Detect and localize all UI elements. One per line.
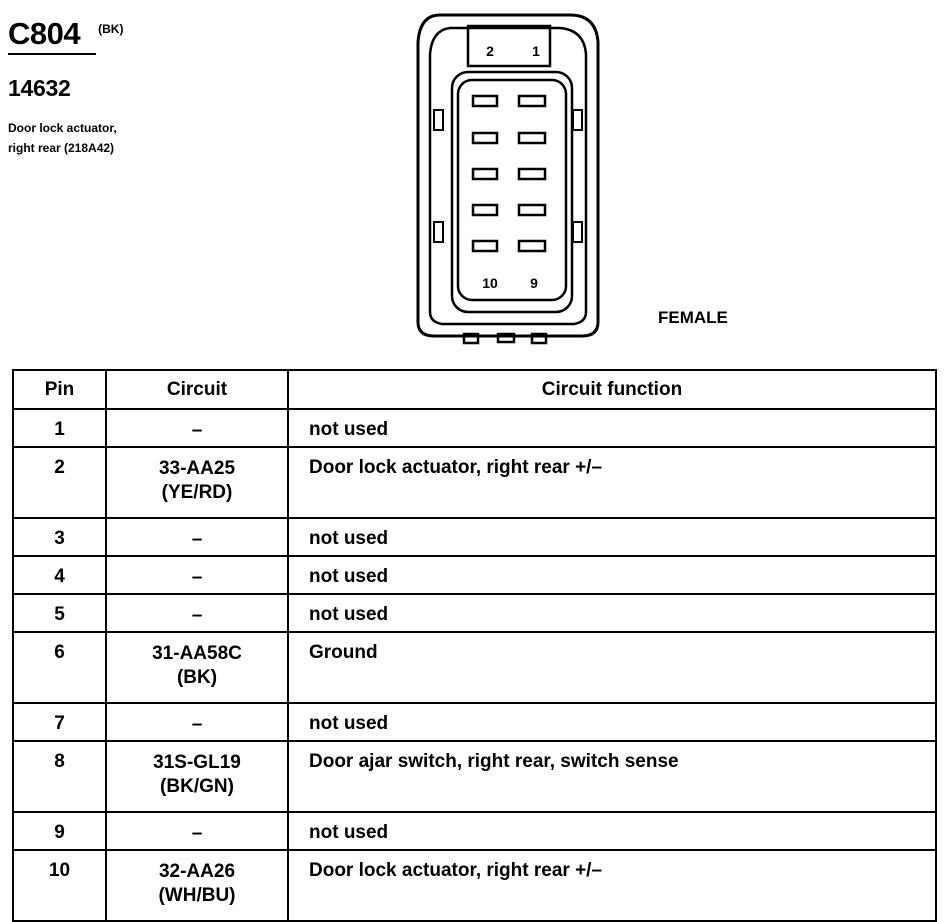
pin-number: 3 [13, 518, 106, 556]
connector-description [8, 118, 208, 158]
pin-label-2: 2 [486, 43, 494, 59]
table-row [13, 518, 936, 556]
pin-number: 2 [13, 447, 106, 518]
pin-label-1: 1 [532, 43, 540, 59]
circuit-function: not used [288, 556, 936, 594]
pin-number: 4 [13, 556, 106, 594]
circuit-cell [106, 594, 288, 632]
side-latch-right-top [573, 110, 582, 130]
circuit-cell [106, 703, 288, 741]
circuit-id: – [191, 605, 203, 626]
wire-color: (YE/RD) [161, 482, 233, 503]
circuit-function: not used [288, 518, 936, 556]
pin-number: 6 [13, 632, 106, 703]
circuit-cell [106, 632, 288, 703]
pin-number: 7 [13, 703, 106, 741]
table-row [13, 594, 936, 632]
connector-color: (BK) [98, 22, 124, 36]
circuit-cell [106, 812, 288, 850]
pin-number: 10 [13, 850, 106, 921]
circuit-function: Door ajar switch, right rear, switch sense [288, 741, 936, 812]
connector-face-diagram [410, 12, 610, 347]
circuit-id: 31S-GL19 [153, 752, 241, 773]
circuit-id: – [191, 567, 203, 588]
side-latch-left-bottom [434, 222, 443, 242]
header-pin: Pin [13, 370, 106, 409]
table-row [13, 409, 936, 447]
circuit-function: not used [288, 409, 936, 447]
circuit-id: – [191, 714, 203, 735]
wire-color: (BK) [176, 667, 218, 688]
table-row [13, 447, 936, 518]
table-row [13, 850, 936, 921]
pin-number: 1 [13, 409, 106, 447]
circuit-function: Door lock actuator, right rear +/– [288, 850, 936, 921]
circuit-id: – [191, 420, 203, 441]
table-row [13, 741, 936, 812]
circuit-function: not used [288, 812, 936, 850]
connector-gender: FEMALE [658, 308, 728, 327]
circuit-id: – [191, 823, 203, 844]
table-row [13, 703, 936, 741]
pin-cavity-block-inner [458, 80, 566, 300]
circuit-id: 32-AA26 [158, 861, 236, 882]
circuit-id: 33-AA25 [158, 458, 236, 479]
description-line-1: Door lock actuator, [8, 121, 117, 135]
circuit-id: 31-AA58C [152, 643, 242, 664]
circuit-function: Ground [288, 632, 936, 703]
side-latch-right-bottom [573, 222, 582, 242]
pin-number: 8 [13, 741, 106, 812]
header-function: Circuit function [288, 370, 936, 409]
description-line-2: right rear (218A42) [8, 141, 115, 155]
connector-id: C804 [8, 16, 81, 51]
pin-number: 9 [13, 812, 106, 850]
wire-color: (WH/BU) [158, 885, 236, 906]
pin-label-10: 10 [482, 275, 498, 291]
wire-color: (BK/GN) [160, 776, 234, 797]
side-latch-left-top [434, 110, 443, 130]
circuit-function: not used [288, 703, 936, 741]
pin-label-9: 9 [530, 275, 538, 291]
circuit-function: Door lock actuator, right rear +/– [288, 447, 936, 518]
pin-cavity-block-outer [452, 72, 572, 312]
table-row [13, 812, 936, 850]
title-underline [8, 53, 96, 55]
title-row [8, 18, 368, 49]
circuit-cell [106, 518, 288, 556]
circuit-function: not used [288, 594, 936, 632]
part-number: 14632 [8, 75, 71, 101]
header-circuit: Circuit [106, 370, 288, 409]
pin-number: 5 [13, 594, 106, 632]
circuit-cell [106, 409, 288, 447]
connector-header [8, 18, 368, 158]
table-row [13, 556, 936, 594]
circuit-id: – [191, 529, 203, 550]
table-row [13, 632, 936, 703]
circuit-cell [106, 556, 288, 594]
pin-cavities [473, 96, 545, 251]
table-header-row [13, 370, 936, 409]
pinout-table [12, 369, 937, 922]
circuit-cell [106, 447, 288, 518]
circuit-cell [106, 850, 288, 921]
circuit-cell [106, 741, 288, 812]
